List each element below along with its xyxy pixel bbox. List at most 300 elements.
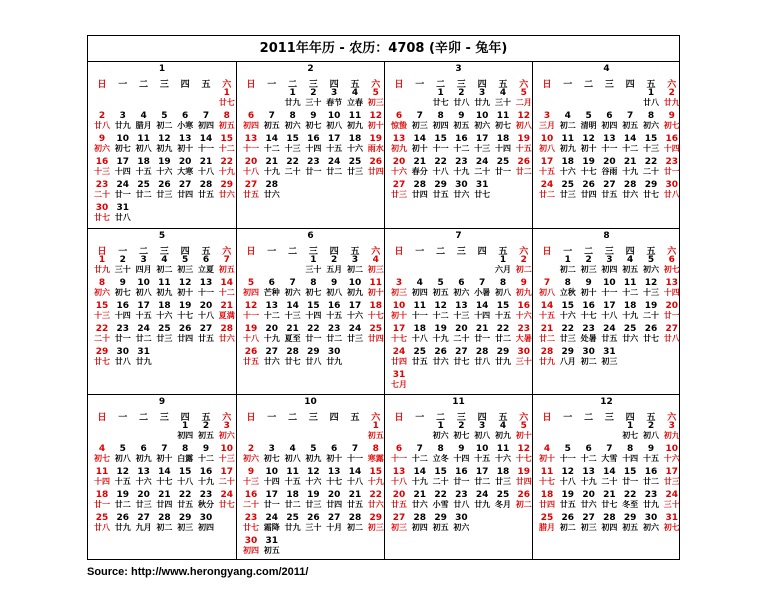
lunar-date: 初五 bbox=[218, 265, 235, 274]
day-cell bbox=[431, 278, 451, 298]
lunar-date: 秋分 bbox=[198, 500, 214, 509]
day-number: 30 bbox=[327, 347, 341, 357]
lunar-date: 十一 bbox=[391, 454, 407, 463]
day-cell bbox=[431, 157, 451, 177]
day-number: 1 bbox=[627, 421, 634, 431]
day-number: 8 bbox=[437, 444, 444, 454]
lunar-date: 廿二 bbox=[135, 190, 152, 199]
day-cell bbox=[558, 255, 578, 275]
day-number: 27 bbox=[265, 347, 279, 357]
day-number: 13 bbox=[244, 134, 258, 144]
lunar-date: 初九 bbox=[135, 454, 152, 463]
day-cell bbox=[410, 444, 430, 464]
day-number: 18 bbox=[348, 134, 362, 144]
weekday-header: 六 bbox=[222, 247, 232, 257]
lunar-date: 廿二 bbox=[474, 477, 491, 486]
day-number: 19 bbox=[644, 301, 658, 311]
day-cell bbox=[558, 490, 578, 510]
day-number: 29 bbox=[434, 513, 447, 523]
day-cell bbox=[283, 134, 303, 154]
day-number: 16 bbox=[199, 467, 213, 477]
day-number: 2 bbox=[331, 255, 338, 265]
day-cell bbox=[493, 157, 513, 177]
lunar-date: 廿五 bbox=[391, 500, 407, 509]
lunar-date: 廿五 bbox=[432, 190, 449, 199]
lunar-date: 夏满 bbox=[218, 311, 235, 320]
day-cell bbox=[324, 111, 344, 131]
day-number: 1 bbox=[98, 255, 106, 265]
day-number: 3 bbox=[223, 421, 230, 431]
lunar-date: 二十 bbox=[94, 334, 110, 343]
day-cell bbox=[92, 490, 112, 510]
day-cell bbox=[662, 278, 682, 298]
day-cell bbox=[410, 180, 430, 200]
lunar-date: 初八 bbox=[326, 288, 343, 297]
day-number: 3 bbox=[606, 255, 613, 265]
day-cell bbox=[472, 111, 492, 131]
day-cell bbox=[472, 278, 492, 298]
lunar-date: 十八 bbox=[243, 334, 259, 343]
lunar-date: 初六 bbox=[643, 523, 659, 532]
lunar-date: 初七 bbox=[114, 144, 131, 153]
day-cell bbox=[537, 513, 557, 533]
day-cell bbox=[389, 301, 409, 321]
day-cell bbox=[241, 324, 261, 344]
day-cell bbox=[641, 255, 661, 275]
lunar-date: 七月 bbox=[391, 380, 407, 389]
day-number: 7 bbox=[416, 111, 423, 121]
lunar-date: 十四 bbox=[94, 477, 110, 486]
day-number: 10 bbox=[665, 444, 679, 454]
day-number: 14 bbox=[413, 467, 427, 477]
lunar-date: 十一 bbox=[559, 454, 576, 463]
day-number: 26 bbox=[517, 157, 531, 167]
day-cell bbox=[514, 347, 534, 367]
day-number: 2 bbox=[458, 88, 465, 98]
day-number: 17 bbox=[137, 301, 150, 311]
weekday-header: 四 bbox=[180, 80, 190, 90]
day-cell bbox=[662, 513, 682, 533]
day-cell bbox=[410, 134, 430, 154]
lunar-date: 初八 bbox=[135, 288, 152, 297]
day-cell bbox=[113, 444, 133, 464]
day-number: 16 bbox=[327, 301, 341, 311]
day-cell bbox=[514, 111, 534, 131]
lunar-date: 十三 bbox=[643, 288, 659, 297]
day-cell bbox=[662, 88, 682, 108]
day-number: 14 bbox=[475, 301, 489, 311]
day-cell bbox=[366, 111, 386, 131]
day-cell bbox=[154, 301, 174, 321]
lunar-date: 廿三 bbox=[559, 190, 576, 199]
day-number: 6 bbox=[585, 444, 592, 454]
lunar-date: 廿九 bbox=[539, 357, 555, 366]
lunar-date: 廿一 bbox=[663, 167, 680, 176]
lunar-date: 初十 bbox=[367, 288, 384, 297]
weekday-header: 六 bbox=[667, 247, 677, 257]
day-number: 6 bbox=[458, 278, 465, 288]
day-number: 10 bbox=[220, 444, 234, 454]
day-cell bbox=[537, 444, 557, 464]
day-number: 21 bbox=[540, 324, 554, 334]
day-number: 5 bbox=[372, 88, 379, 98]
day-cell bbox=[217, 278, 237, 298]
day-cell bbox=[262, 467, 282, 487]
lunar-date: 十五 bbox=[539, 311, 555, 320]
lunar-date: 初四 bbox=[198, 523, 214, 532]
weekday-header: 五 bbox=[646, 80, 656, 90]
day-number: 2 bbox=[647, 421, 655, 431]
day-number: 9 bbox=[331, 278, 338, 288]
day-cell bbox=[451, 444, 471, 464]
day-cell bbox=[620, 157, 640, 177]
day-number: 22 bbox=[434, 157, 447, 167]
day-cell bbox=[662, 444, 682, 464]
lunar-date: 十二 bbox=[218, 144, 235, 153]
day-cell bbox=[262, 157, 282, 177]
day-number: 28 bbox=[158, 513, 171, 523]
lunar-date: 十二 bbox=[453, 144, 470, 153]
lunar-date: 初二 bbox=[559, 265, 576, 274]
day-cell bbox=[283, 278, 303, 298]
day-number: 17 bbox=[348, 301, 362, 311]
day-number: 21 bbox=[286, 324, 299, 334]
day-cell bbox=[113, 255, 133, 275]
day-number: 4 bbox=[372, 255, 379, 265]
weekday-header: 六 bbox=[371, 80, 381, 90]
day-number: 28 bbox=[286, 347, 299, 357]
lunar-date: 廿九 bbox=[114, 121, 131, 130]
day-cell bbox=[324, 134, 344, 154]
day-number: 23 bbox=[517, 324, 531, 334]
lunar-date: 初五 bbox=[622, 121, 639, 130]
lunar-date: 廿四 bbox=[367, 167, 384, 176]
day-number: 15 bbox=[220, 134, 234, 144]
lunar-date: 十七 bbox=[156, 477, 173, 486]
lunar-date: 初六 bbox=[218, 431, 235, 440]
lunar-date: 初五 bbox=[622, 523, 639, 532]
day-number: 27 bbox=[137, 513, 150, 523]
day-number: 11 bbox=[286, 467, 299, 477]
day-cell bbox=[262, 324, 282, 344]
day-cell bbox=[451, 301, 471, 321]
lunar-date: 芒种 bbox=[263, 288, 280, 297]
day-cell bbox=[345, 513, 365, 533]
day-cell bbox=[599, 301, 619, 321]
day-cell bbox=[579, 324, 599, 344]
day-cell bbox=[537, 278, 557, 298]
day-cell bbox=[324, 513, 344, 533]
lunar-date: 廿五 bbox=[243, 357, 259, 366]
day-cell bbox=[620, 111, 640, 131]
day-number: 1 bbox=[564, 255, 571, 265]
day-cell bbox=[92, 278, 112, 298]
day-cell bbox=[558, 180, 578, 200]
lunar-date: 廿五 bbox=[559, 500, 576, 509]
month-block-1 bbox=[88, 62, 236, 228]
lunar-date: 十六 bbox=[495, 454, 511, 463]
day-number: 1 bbox=[647, 88, 655, 98]
day-cell bbox=[493, 421, 513, 441]
lunar-date: 初二 bbox=[156, 265, 173, 274]
lunar-date: 廿六 bbox=[580, 500, 597, 509]
lunar-date: 十四 bbox=[495, 144, 511, 153]
day-number: 6 bbox=[202, 255, 210, 265]
lunar-date: 九月 bbox=[135, 523, 152, 532]
day-cell bbox=[662, 134, 682, 154]
weekday-header: 一 bbox=[415, 247, 425, 257]
day-number: 2 bbox=[119, 255, 126, 265]
day-cell bbox=[303, 324, 323, 344]
lunar-date: 廿四 bbox=[515, 477, 532, 486]
day-number: 21 bbox=[413, 157, 427, 167]
lunar-date: 廿八 bbox=[663, 190, 680, 199]
day-cell bbox=[345, 324, 365, 344]
day-cell bbox=[389, 180, 409, 200]
day-number: 16 bbox=[644, 467, 658, 477]
lunar-date: 廿三 bbox=[347, 167, 363, 176]
day-cell bbox=[241, 490, 261, 510]
day-number: 22 bbox=[95, 324, 109, 334]
day-cell bbox=[92, 324, 112, 344]
day-number: 14 bbox=[286, 301, 299, 311]
day-number: 16 bbox=[307, 134, 320, 144]
day-cell bbox=[514, 157, 534, 177]
day-cell bbox=[579, 255, 599, 275]
day-cell bbox=[537, 157, 557, 177]
day-number: 14 bbox=[603, 467, 616, 477]
lunar-date: 十六 bbox=[391, 167, 407, 176]
day-number: 30 bbox=[116, 347, 130, 357]
lunar-date: 初八 bbox=[539, 144, 555, 153]
day-number: 10 bbox=[137, 278, 150, 288]
lunar-date: 廿九 bbox=[474, 500, 491, 509]
month-block-11 bbox=[384, 394, 532, 560]
day-cell bbox=[620, 444, 640, 464]
day-cell bbox=[113, 324, 133, 344]
lunar-date: 十二 bbox=[622, 288, 639, 297]
day-number: 27 bbox=[603, 180, 616, 190]
day-number: 2 bbox=[585, 255, 592, 265]
day-cell bbox=[241, 134, 261, 154]
day-cell bbox=[558, 347, 578, 367]
lunar-date: 初二 bbox=[580, 357, 597, 366]
lunar-date: 廿三 bbox=[156, 334, 173, 343]
lunar-date: 初四 bbox=[601, 523, 618, 532]
day-number: 24 bbox=[540, 180, 554, 190]
day-number: 28 bbox=[413, 513, 427, 523]
day-number: 18 bbox=[286, 490, 299, 500]
lunar-date: 初八 bbox=[135, 144, 152, 153]
lunar-date: 寒露 bbox=[367, 454, 384, 463]
day-cell bbox=[410, 111, 430, 131]
lunar-date: 初九 bbox=[391, 144, 407, 153]
day-cell bbox=[175, 324, 195, 344]
day-number: 3 bbox=[479, 88, 486, 98]
weekday-header: 二 bbox=[436, 80, 446, 90]
weekday-header: 一 bbox=[118, 413, 128, 423]
lunar-date: 十九 bbox=[218, 167, 235, 176]
lunar-date: 廿八 bbox=[94, 523, 110, 532]
day-cell bbox=[283, 157, 303, 177]
day-cell bbox=[262, 111, 282, 131]
lunar-date: 初三 bbox=[177, 523, 194, 532]
day-cell bbox=[620, 421, 640, 441]
day-cell bbox=[366, 301, 386, 321]
day-number: 9 bbox=[247, 467, 255, 477]
lunar-date: 廿四 bbox=[367, 334, 384, 343]
day-number: 3 bbox=[668, 421, 675, 431]
day-number: 29 bbox=[496, 347, 510, 357]
lunar-date: 三月 bbox=[539, 121, 555, 130]
day-cell bbox=[410, 490, 430, 510]
day-cell bbox=[113, 301, 133, 321]
day-number: 19 bbox=[561, 490, 575, 500]
weekday-header: 三 bbox=[456, 413, 466, 423]
day-cell bbox=[620, 278, 640, 298]
day-cell bbox=[431, 324, 451, 344]
day-number: 26 bbox=[158, 180, 171, 190]
day-number: 4 bbox=[161, 255, 168, 265]
month-block-10 bbox=[236, 394, 384, 560]
lunar-date: 十四 bbox=[263, 477, 280, 486]
day-number: 9 bbox=[585, 278, 592, 288]
lunar-date: 十九 bbox=[263, 167, 280, 176]
lunar-date: 廿七 bbox=[218, 500, 235, 509]
month-number: 9 bbox=[158, 397, 166, 407]
month-block-9 bbox=[88, 394, 236, 560]
weekday-header: 四 bbox=[180, 413, 190, 423]
day-cell bbox=[324, 347, 344, 367]
day-number: 24 bbox=[348, 324, 362, 334]
weekday-header: 五 bbox=[498, 247, 508, 257]
day-number: 20 bbox=[392, 490, 406, 500]
day-cell bbox=[113, 180, 133, 200]
day-number: 15 bbox=[286, 134, 299, 144]
day-cell bbox=[662, 255, 682, 275]
day-number: 3 bbox=[351, 255, 359, 265]
day-cell bbox=[324, 444, 344, 464]
day-number: 11 bbox=[413, 301, 427, 311]
day-number: 10 bbox=[540, 134, 554, 144]
lunar-date: 廿八 bbox=[114, 357, 131, 366]
day-cell bbox=[345, 88, 365, 108]
day-number: 27 bbox=[178, 180, 192, 190]
day-cell bbox=[303, 134, 323, 154]
lunar-date: 初十 bbox=[391, 311, 407, 320]
weekday-header: 六 bbox=[371, 413, 381, 423]
weekday-header: 一 bbox=[415, 413, 425, 423]
day-cell bbox=[196, 180, 216, 200]
day-number: 14 bbox=[158, 467, 171, 477]
weekday-header: 日 bbox=[97, 80, 107, 90]
day-number: 21 bbox=[413, 490, 427, 500]
lunar-date: 初三 bbox=[580, 265, 597, 274]
day-cell bbox=[175, 301, 195, 321]
lunar-date: 初三 bbox=[367, 98, 384, 107]
day-cell bbox=[134, 324, 154, 344]
day-cell bbox=[641, 324, 661, 344]
lunar-date: 初九 bbox=[663, 431, 680, 440]
day-number: 19 bbox=[369, 134, 383, 144]
lunar-date: 廿二 bbox=[495, 334, 511, 343]
day-cell bbox=[303, 301, 323, 321]
day-cell bbox=[92, 444, 112, 464]
day-number: 5 bbox=[437, 278, 444, 288]
lunar-date: 廿七 bbox=[453, 357, 470, 366]
day-number: 24 bbox=[327, 157, 341, 167]
day-cell bbox=[113, 467, 133, 487]
lunar-date: 初九 bbox=[305, 454, 322, 463]
day-cell bbox=[283, 301, 303, 321]
day-number: 11 bbox=[369, 278, 383, 288]
day-cell bbox=[662, 157, 682, 177]
day-number: 5 bbox=[564, 444, 571, 454]
day-cell bbox=[92, 301, 112, 321]
lunar-date: 初八 bbox=[643, 431, 659, 440]
day-number: 28 bbox=[220, 324, 234, 334]
lunar-date: 廿八 bbox=[114, 213, 131, 222]
weekday-header: 五 bbox=[350, 80, 360, 90]
day-number: 23 bbox=[244, 513, 258, 523]
day-cell bbox=[345, 111, 365, 131]
weekday-header: 二 bbox=[584, 247, 594, 257]
lunar-date: 廿八 bbox=[453, 500, 470, 509]
lunar-date: 十一 bbox=[347, 454, 363, 463]
day-number: 4 bbox=[351, 88, 359, 98]
day-cell bbox=[154, 180, 174, 200]
day-number: 22 bbox=[286, 157, 299, 167]
day-number: 31 bbox=[665, 513, 679, 523]
lunar-date: 初七 bbox=[94, 454, 110, 463]
day-cell bbox=[620, 180, 640, 200]
day-cell bbox=[641, 301, 661, 321]
day-number: 7 bbox=[289, 278, 296, 288]
day-cell bbox=[283, 324, 303, 344]
day-cell bbox=[196, 324, 216, 344]
lunar-date: 十八 bbox=[559, 477, 576, 486]
day-number: 26 bbox=[644, 324, 658, 334]
lunar-date: 初九 bbox=[156, 144, 173, 153]
lunar-date: 十二 bbox=[218, 288, 235, 297]
lunar-date: 六月 bbox=[495, 265, 511, 274]
day-cell bbox=[175, 278, 195, 298]
day-cell bbox=[472, 324, 492, 344]
day-number: 7 bbox=[161, 444, 168, 454]
lunar-date: 廿一 bbox=[263, 500, 280, 509]
lunar-date: 十九 bbox=[622, 311, 639, 320]
day-number: 18 bbox=[137, 157, 150, 167]
weekday-header: 六 bbox=[519, 413, 529, 423]
day-cell bbox=[175, 157, 195, 177]
day-number: 12 bbox=[582, 134, 595, 144]
lunar-date: 初六 bbox=[453, 523, 470, 532]
lunar-date: 初六 bbox=[432, 431, 449, 440]
lunar-date: 廿一 bbox=[305, 334, 322, 343]
day-cell bbox=[196, 157, 216, 177]
lunar-date: 初三 bbox=[411, 121, 428, 130]
day-cell bbox=[324, 157, 344, 177]
day-number: 15 bbox=[178, 467, 192, 477]
lunar-date: 立秋 bbox=[559, 288, 576, 297]
day-number: 20 bbox=[244, 157, 258, 167]
day-number: 4 bbox=[416, 278, 423, 288]
lunar-date: 十六 bbox=[515, 311, 532, 320]
day-cell bbox=[196, 301, 216, 321]
month-grid bbox=[88, 62, 679, 559]
day-number: 26 bbox=[116, 513, 130, 523]
lunar-date: 十五 bbox=[495, 311, 511, 320]
